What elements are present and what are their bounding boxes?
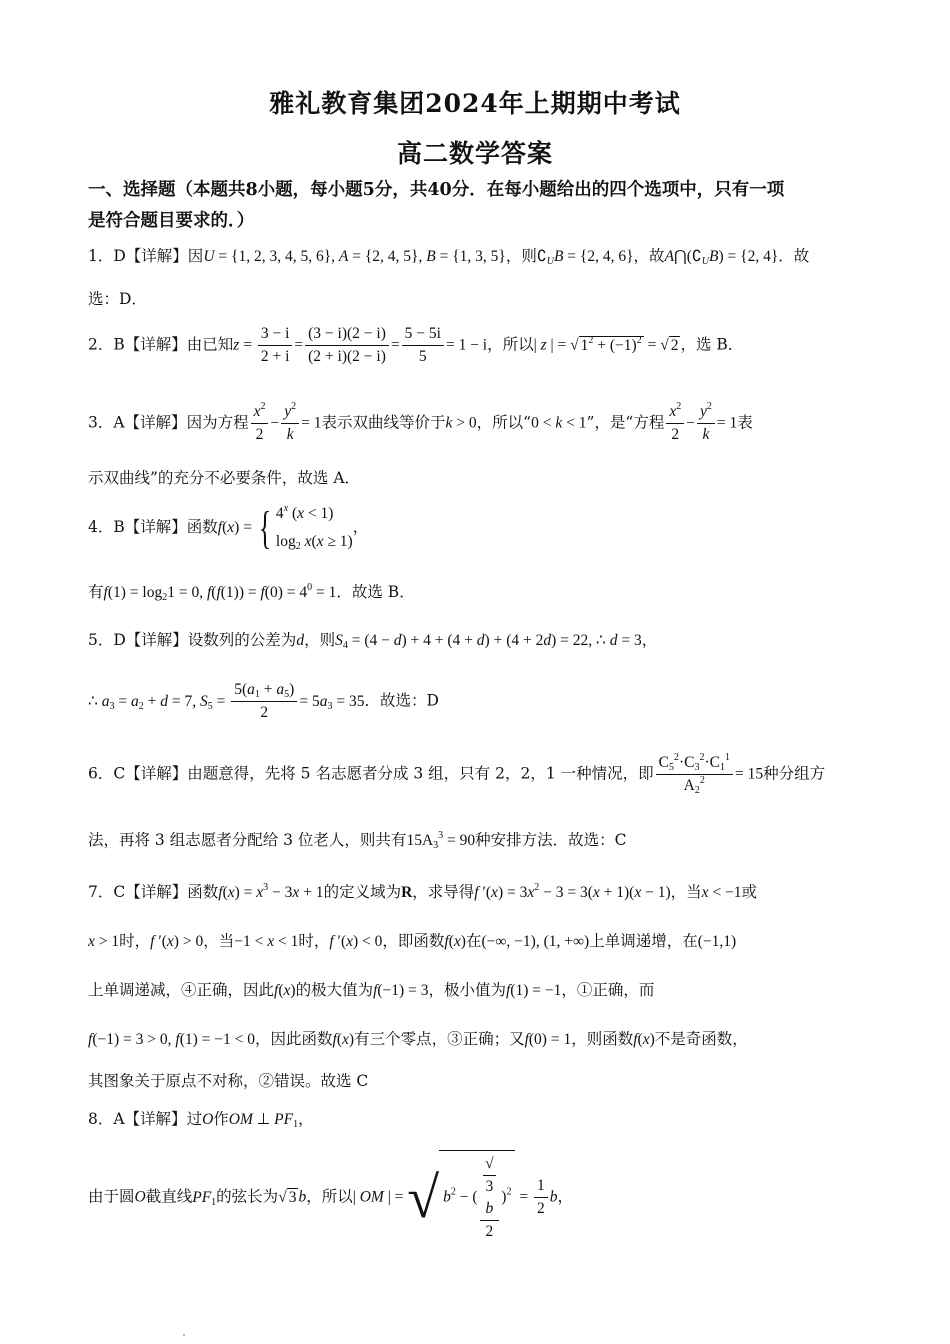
answer-2: 2．B【详解】由已知z = $\frac{3 - i}{2 + i}$ = $\frac{(3 - i)(2 - i)}{(2 + i)(2 - i)}$ = $\frac{5 - 5i}{5}$ = 1 − i，所以| z | = √ $1^2 + (-1)^2$ = √ 2 ，选 B．: [88, 325, 744, 365]
answer-4-line1: 4．B【详解】函数f(x) = { 4$^x$ (x < 1) $\log_2 x(x \ge 1)$ ，: [88, 502, 369, 553]
section-heading-line1: 一、选择题（本题共8小题，每小题5分，共40分．在每小题给出的四个选项中，只有一项: [88, 180, 785, 200]
section-heading-line2: 是符合题目要求的．）: [88, 211, 255, 231]
page-title: 雅礼教育集团2024年上期期中考试: [269, 89, 681, 118]
answer-7-line5: 其图象关于原点不对称，②错误。故选 C: [88, 1072, 369, 1090]
answer-7-line2: x > 1时，f ′(x) > 0，当−1 < x < 1时，f ′(x) < 0，即函数f(x)在(−∞, −1), (1, +∞)上单调递增，在(−1,1): [88, 932, 737, 950]
answer-3-line1: 3．A【详解】因为方程 $\frac{x^2}{2}$ − $\frac{y^2}{k}$ = 1表示双曲线等价于k > 0，所以“0 < k < 1”，是“方程 $\frac{x^2}{2}$ − $\frac{y^2}{k}$ = 1表: [88, 401, 753, 443]
answer-6-line1: 6．C【详解】由题意得，先将 5 名志愿者分成 3 组，只有 2，2，1 一种情况，即 $\frac{C_5^2\cdot C_3^2\cdot C_1^1}{A_2^2}$ = 15种分组方: [88, 752, 826, 796]
answer-7-line4: f(−1) = 3 > 0, f(1) = −1 < 0，因此函数f(x)有三个零点，③正确；又f(0) = 1，则函数f(x)不是奇函数，: [88, 1030, 748, 1048]
answer-7-line1: 7．C【详解】函数$f(x) = x^3 - 3x + 1$的定义域为R，求导得f $'(x) = 3x^2 - 3 = 3(x + 1)(x - 1)$，当x < −1或: [88, 882, 758, 901]
answer-8-line1: 8．A【详解】过O作OM ⊥ $PF_1$，: [88, 1110, 314, 1130]
section-heading: [88, 175, 878, 237]
answer-5-line2: ∴ $a_3 = a_2 + d = 7$, $S_5$ = $\frac{5(a_1 + a_5)}{2}$ = $5a_3 = 35$．故选：D: [88, 681, 439, 721]
answer-8-line2: 由于圆O截直线$PF_1$的弦长为√ 3 b，所以| OM | = √ $b^2$ − ( √ 3 b 2 )$^2$ = $\frac{1}{2}$ b，: [88, 1150, 878, 1245]
answer-1-line1: 1．D【详解】因U = {1, 2, 3, 4, 5, 6}, A = {2, 4, 5}, B = {1, 3, 5}，则$∁_UB = \{2$, 4, 6}，故$A⋂(∁_UB) = \{2$, 4}．故: [88, 247, 810, 267]
scan-dot: [183, 1334, 185, 1336]
answer-7-line3: 上单调递减，④正确，因此f(x)的极大值为f(−1) = 3，极小值为f(1) = −1，①正确，而: [88, 981, 655, 999]
answer-3-line2: 示双曲线”的充分不必要条件，故选 A．: [88, 469, 361, 487]
answer-1-line2: 选：D．: [88, 290, 147, 308]
answer-4-line2: 有$f(1) = \log_21 = 0$, $f(f(1)) = f(0) = 4^0 = 1$．故选 B．: [88, 582, 415, 603]
page-subtitle: 高二数学答案: [396, 139, 553, 168]
answer-5-line1: 5．D【详解】设数列的公差为d，则$S_4 = (4 - d) + 4 + (4 + d) + (4 + 2d) = 22$, ∴ d = 3，: [88, 631, 658, 651]
answer-6-line2: 法，再将 3 组志愿者分配给 3 位老人，则共有$15A_3^3 = 90$种安排方法．故选：C: [88, 830, 627, 851]
